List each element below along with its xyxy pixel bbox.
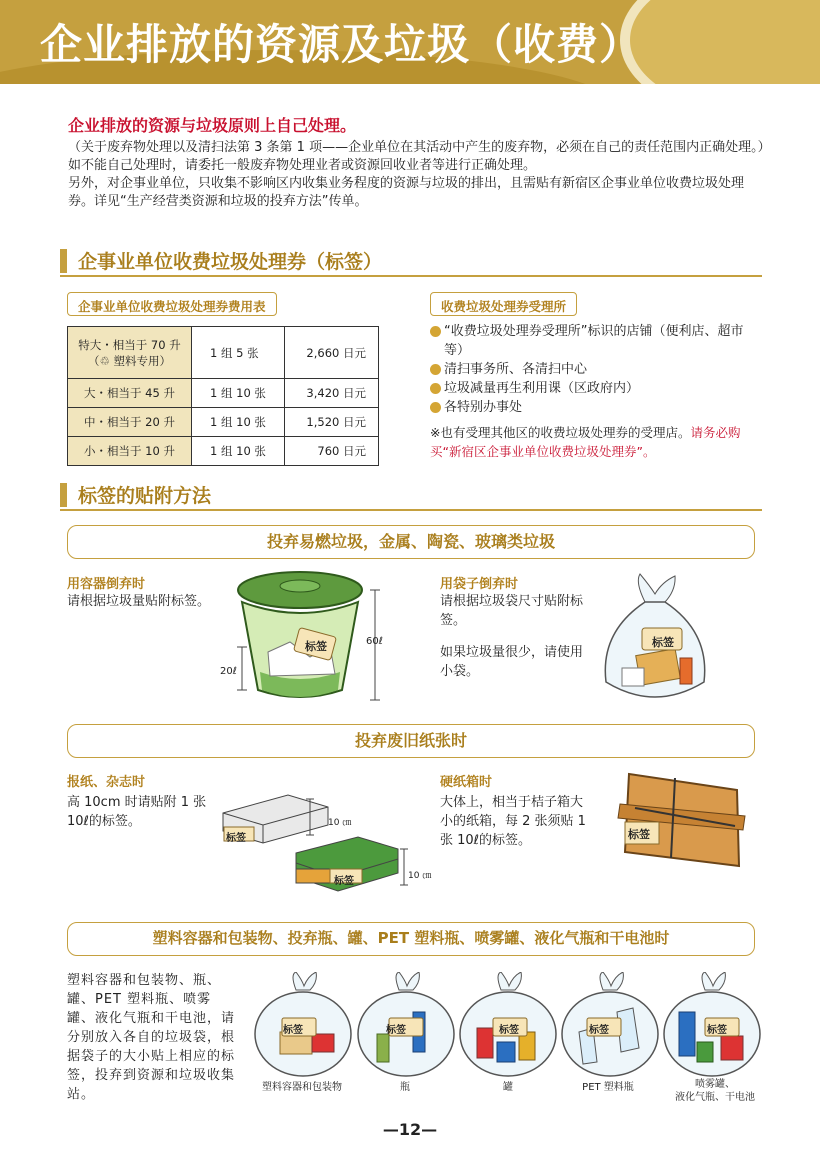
page-number: —12— <box>382 1120 438 1139</box>
tag-label: 标签 <box>589 1025 609 1036</box>
list-item <box>430 379 760 398</box>
fee-count: 1 组 5 张 <box>192 327 285 379</box>
tag-label: 标签 <box>283 1025 303 1036</box>
bullet-icon <box>430 383 441 394</box>
fee-table-title: 企事业单位收费垃圾处理券费用表 <box>67 292 277 316</box>
dim-10cm-label: 10 ㎝ <box>408 871 432 881</box>
header-decoration <box>630 0 820 84</box>
fee-count: 1 组 10 张 <box>192 437 285 466</box>
tag-label: 标签 <box>707 1025 727 1036</box>
bag-text-small: 如果垃圾量很少，请使用小袋。 <box>440 645 584 679</box>
band-burnable: 投弃易燃垃圾，金属、陶瓷、玻璃类垃圾 <box>67 525 755 559</box>
section-title: 标签的贴附方法 <box>78 485 212 507</box>
intro <box>68 116 771 211</box>
fee-kind: 中・相当于 20 升 <box>68 408 192 437</box>
fee-price: 3,420 日元 <box>285 379 379 408</box>
page-title: 企业排放的资源及垃圾（收费） <box>40 20 643 69</box>
bullet-icon <box>430 364 441 375</box>
bag-text: 请根据垃圾袋尺寸贴附标签。 <box>440 594 584 628</box>
intro-heading: 企业排放的资源与垃圾原则上自己处理。 <box>68 116 357 135</box>
box-label: 硬纸箱时 <box>440 775 493 790</box>
tag-label: 标签 <box>305 640 327 653</box>
tag-label: 标签 <box>628 828 650 841</box>
bag-caption: PET 塑料瓶 <box>582 1082 634 1093</box>
note-warning: 请务必购买“新宿区企事业单位收费垃圾处理券”。 <box>430 425 741 459</box>
table-row <box>68 437 379 466</box>
fee-count: 1 组 10 张 <box>192 379 285 408</box>
section-heading <box>60 247 762 277</box>
list-item <box>430 398 760 417</box>
fee-price: 760 日元 <box>285 437 379 466</box>
plastic-text: 塑料容器和包装物、瓶、罐、PET 塑料瓶、喷雾罐、液化气瓶和干电池，请分别放入各自的垃圾袋，根据袋子的大小贴上相应的标签，投弃到资源和垃圾收集站。 <box>67 973 236 1102</box>
fee-kind-note: （♲ 塑料专用） <box>88 353 171 368</box>
band-paper: 投弃废旧纸张时 <box>67 724 755 758</box>
intro-paragraph: （关于废弃物处理以及清扫法第 3 条第 1 项——企业单位在其活动中产生的废弃物，必须在自己的责任范围内正确处理。） <box>68 140 771 155</box>
intro-paragraph: 另外，对企事业单位，只收集不影响区内收集业务程度的资源与垃圾的排出，且需贴有新宿区企事业单位收费垃圾处理券。详见“生产经营类资源和垃圾的投弃方法”传单。 <box>68 176 745 209</box>
section-heading <box>60 481 762 511</box>
table-row <box>68 379 379 408</box>
paper-text: 高 10cm 时请贴附 1 张 10ℓ的标签。 <box>67 795 207 829</box>
box-text: 大体上，相当于桔子箱大小的纸箱，每 2 张须贴 1 张 10ℓ的标签。 <box>440 795 586 848</box>
table-row <box>68 327 379 379</box>
bag-label: 用袋子倒弃时 <box>440 577 519 592</box>
table-row <box>68 408 379 437</box>
shop-label: 垃圾减量再生利用课（区政府内） <box>444 381 640 396</box>
shops-title: 收费垃圾处理券受理所 <box>430 292 577 316</box>
fee-count: 1 组 10 张 <box>192 408 285 437</box>
tag-label: 标签 <box>499 1025 519 1036</box>
dim-20-label: 20ℓ <box>220 666 237 677</box>
fee-kind <box>68 327 192 379</box>
shop-label: “收费垃圾处理券受理所”标识的店铺（便利店、超市等） <box>444 324 744 358</box>
bag-caption: 喷雾罐、 液化气瓶、干电池 <box>675 1079 755 1103</box>
newspaper-illustration <box>218 785 418 905</box>
bag-caption: 瓶 <box>400 1082 410 1093</box>
shops-note <box>430 423 760 461</box>
band-plastic: 塑料容器和包装物、投弃瓶、罐、PET 塑料瓶、喷雾罐、液化气瓶和干电池时 <box>67 922 755 956</box>
bullet-icon <box>430 402 441 413</box>
tag-label: 标签 <box>386 1025 406 1036</box>
paper-label: 报纸、杂志时 <box>67 775 146 790</box>
shop-label: 清扫事务所、各清扫中心 <box>444 362 588 377</box>
page-header <box>0 0 820 84</box>
note-text: ※也有受理其他区的收费垃圾处理券的受理店。 <box>430 425 691 440</box>
dim-10cm-label: 10 ㎝ <box>328 818 352 828</box>
list-item <box>430 360 760 379</box>
list-item <box>430 322 760 360</box>
fee-price: 2,660 日元 <box>285 327 379 379</box>
bullet-icon <box>430 326 441 337</box>
fee-kind: 大・相当于 45 升 <box>68 379 192 408</box>
shops-list <box>430 322 760 461</box>
bag-caption: 罐 <box>503 1082 513 1093</box>
tag-label: 标签 <box>652 636 674 649</box>
intro-paragraph: 如不能自己处理时，请委托一般废弃物处理业者或资源回收业者等进行正确处理。 <box>68 158 537 173</box>
fee-table <box>67 326 379 466</box>
container-text: 请根据垃圾量贴附标签。 <box>67 594 211 609</box>
section-bar <box>60 483 67 507</box>
shop-label: 各特别办事处 <box>444 400 523 415</box>
tag-label: 标签 <box>226 833 246 844</box>
tag-label: 标签 <box>334 876 354 887</box>
bag-caption: 塑料容器和包装物 <box>262 1082 342 1093</box>
cardboard-illustration <box>615 768 755 878</box>
fee-kind-label: 特大・相当于 70 升 <box>78 337 181 352</box>
fee-kind: 小・相当于 10 升 <box>68 437 192 466</box>
section-bar <box>60 249 67 273</box>
fee-price: 1,520 日元 <box>285 408 379 437</box>
dim-60-label: 60ℓ <box>366 636 383 647</box>
section-title: 企事业单位收费垃圾处理券（标签） <box>78 251 383 273</box>
container-label: 用容器倒弃时 <box>67 577 146 592</box>
